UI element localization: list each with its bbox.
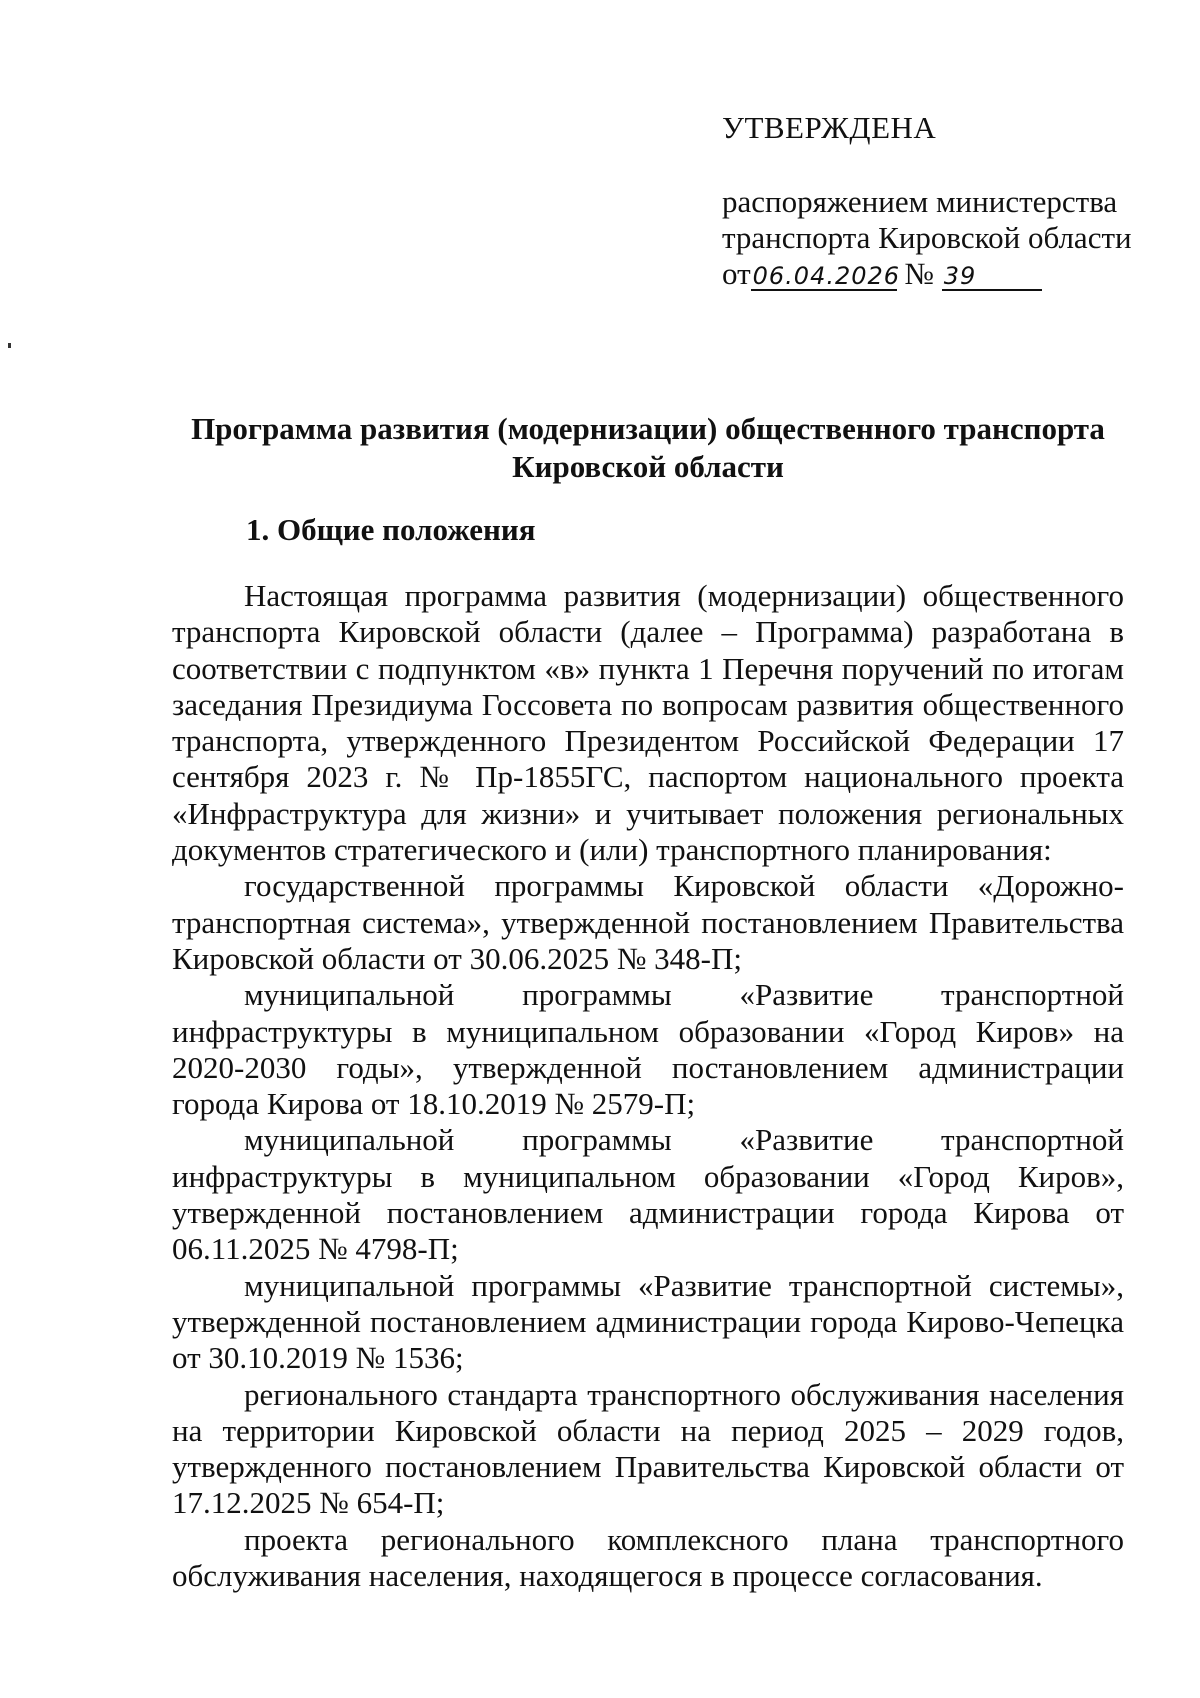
approval-date-line xyxy=(722,256,1142,292)
approval-line-1: распоряжением министерства xyxy=(722,184,1118,219)
approval-number-label: № xyxy=(904,256,934,291)
approval-line-2: транспорта Кировской области xyxy=(722,220,1132,255)
approval-date-prefix: от xyxy=(722,256,751,291)
paragraph-intro: Настоящая программа развития (модернизации) общественного транспорта Кировской области (далее – Программа) разработана в соответствии с подпунктом «в» пункта 1 Перечня поручений по итогам заседания Президиума Госсовета по вопросам развития общественного транспорта, утвержденного Президентом Российской Федерации 17 сентября 2023 г. № Пр-1855ГС, паспортом национального проекта «Инфраструктура для жизни» и учитывает положения региональных документов стратегического и (или) транспортного планирования: xyxy=(172,578,1124,868)
document-title xyxy=(172,410,1124,486)
scan-speck xyxy=(8,343,11,348)
section-heading: 1. Общие положения xyxy=(246,512,536,547)
document-title-line-1: Программа развития (модернизации) общественного транспорта xyxy=(191,411,1105,446)
handwritten-date: 06.04.2026 xyxy=(752,262,901,290)
paragraph-list-item: государственной программы Кировской области «Дорожно-транспортная система», утвержденной постановлением Правительства Кировской области от 30.06.2025 № 348-П; xyxy=(172,868,1124,976)
handwritten-number: 39 xyxy=(942,263,1042,291)
paragraph-list-item: проекта регионального комплексного плана транспортного обслуживания населения, находящегося в процессе согласования. xyxy=(172,1521,1124,1594)
paragraph-list-item: муниципальной программы «Развитие транспортной системы», утвержденной постановлением администрации города Кирово-Чепецка от 30.10.2019 № 1536; xyxy=(172,1267,1124,1376)
document-title-line-2: Кировской области xyxy=(512,449,784,484)
body-text xyxy=(172,578,1124,1594)
paragraph-list-item: регионального стандарта транспортного обслуживания населения на территории Кировской области на период 2025 – 2029 годов, утвержденного постановлением Правительства Кировской области от 17.12.2025 № 654-П; xyxy=(172,1376,1124,1521)
paragraph-list-item: муниципальной программы «Развитие транспортной инфраструктуры в муниципальном образовании «Город Киров», утвержденной постановлением администрации города Кирова от 06.11.2025 № 4798-П; xyxy=(172,1122,1124,1267)
approval-title: УТВЕРЖДЕНА xyxy=(722,110,937,145)
approval-block xyxy=(722,110,1142,292)
paragraph-list-item: муниципальной программы «Развитие транспортной инфраструктуры в муниципальном образовании «Город Киров» на 2020-2030 годы», утвержденной постановлением администрации города Кирова от 18.10.2019 № 2579-П; xyxy=(172,977,1124,1122)
